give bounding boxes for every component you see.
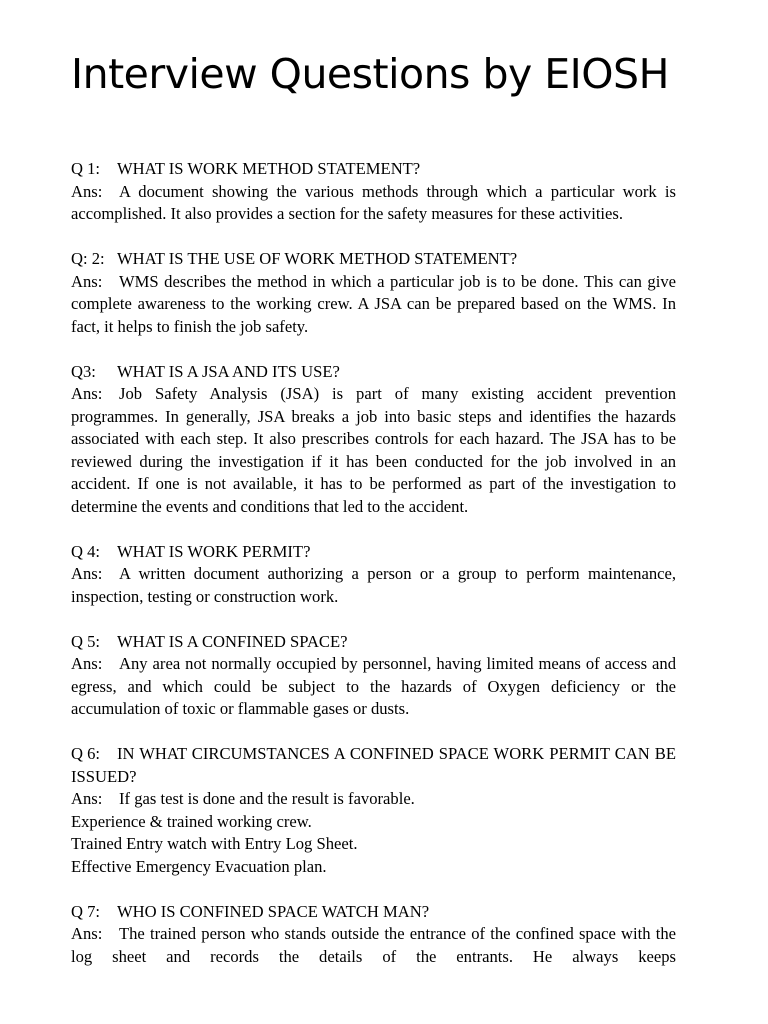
question-text: WHO IS CONFINED SPACE WATCH MAN?	[117, 901, 430, 921]
question-line	[71, 158, 676, 181]
question-text: WHAT IS A CONFINED SPACE?	[117, 631, 348, 651]
question-label: Q: 2:	[71, 249, 105, 268]
qa-item-6	[71, 743, 676, 878]
answer-label: Ans:	[71, 924, 103, 943]
answer-label: Ans:	[71, 271, 103, 291]
question-line	[71, 901, 676, 924]
answer-text	[71, 181, 676, 226]
qa-item-5	[71, 631, 676, 721]
question-text: WHAT IS THE USE OF WORK METHOD STATEMENT?	[117, 249, 518, 268]
qa-item-7	[71, 901, 676, 969]
qa-item-1	[71, 158, 676, 226]
page-title: Interview Questions by EIOSH	[71, 50, 669, 98]
answer-list-item: Experience & trained working crew.	[71, 811, 312, 831]
answer-body: A written document authorizing a person or a group to perform maintenance, inspection, testing or construction work.	[71, 564, 676, 606]
answer-list-item: Effective Emergency Evacuation plan.	[71, 856, 327, 876]
answer-text	[71, 923, 676, 968]
question-label: Q 5:	[71, 631, 101, 651]
question-text: WHAT IS A JSA AND ITS USE?	[117, 361, 340, 381]
answer-text	[71, 271, 676, 339]
answer-body: Job Safety Analysis (JSA) is part of many existing accident prevention programmes. In generally, JSA breaks a job into basic steps and identifies the hazards associated with each step. It also prescribes controls for each hazard. The JSA has to be reviewed during the investigation if it has been conducted for the job involved in an accident. If one is not available, it has to be performed as part of the investigation to determine the events and conditions that led to the accident.	[71, 384, 676, 516]
answer-label: Ans:	[71, 789, 103, 808]
question-label: Q 1:	[71, 159, 101, 178]
answer-body: WMS describes the method in which a particular job is to be done. This can give complete awareness to the working crew. A JSA can be prepared based on the WMS. In fact, it helps to finish the job safety.	[71, 271, 676, 336]
answer-body: If gas test is done and the result is favorable.	[119, 789, 415, 808]
answer-text	[71, 383, 676, 518]
answer-text	[71, 788, 676, 811]
question-line	[71, 631, 676, 654]
answer-body: The trained person who stands outside the entrance of the confined space with the log sheet and records the details of the entrants. He always keeps	[71, 924, 676, 966]
question-label: Q 4:	[71, 541, 101, 561]
answer-text	[71, 653, 676, 721]
answer-body: A document showing the various methods through which a particular work is accomplished. It also provides a section for the safety measures for these activities.	[71, 181, 676, 223]
answer-list-item: Trained Entry watch with Entry Log Sheet.	[71, 834, 358, 853]
question-line	[71, 361, 676, 384]
question-label: Q 6:	[71, 744, 101, 763]
question-label: Q3:	[71, 361, 96, 381]
question-text: WHAT IS WORK PERMIT?	[117, 541, 311, 561]
answer-label: Ans:	[71, 384, 103, 403]
question-text: IN WHAT CIRCUMSTANCES A CONFINED SPACE WORK PERMIT CAN BE ISSUED?	[71, 744, 676, 786]
question-line	[71, 743, 676, 788]
qa-item-2	[71, 248, 676, 338]
qa-list	[71, 158, 676, 991]
qa-item-3	[71, 361, 676, 519]
answer-label: Ans:	[71, 181, 103, 201]
answer-label: Ans:	[71, 654, 103, 673]
question-line	[71, 541, 676, 564]
answer-text	[71, 563, 676, 608]
answer-body: Any area not normally occupied by personnel, having limited means of access and egress, and which could be subject to the hazards of Oxygen deficiency or the accumulation of toxic or flammable gases or dusts.	[71, 654, 676, 718]
question-text: WHAT IS WORK METHOD STATEMENT?	[117, 159, 421, 178]
question-line	[71, 248, 676, 271]
question-label: Q 7:	[71, 901, 101, 921]
qa-item-4	[71, 541, 676, 609]
answer-label: Ans:	[71, 564, 103, 583]
